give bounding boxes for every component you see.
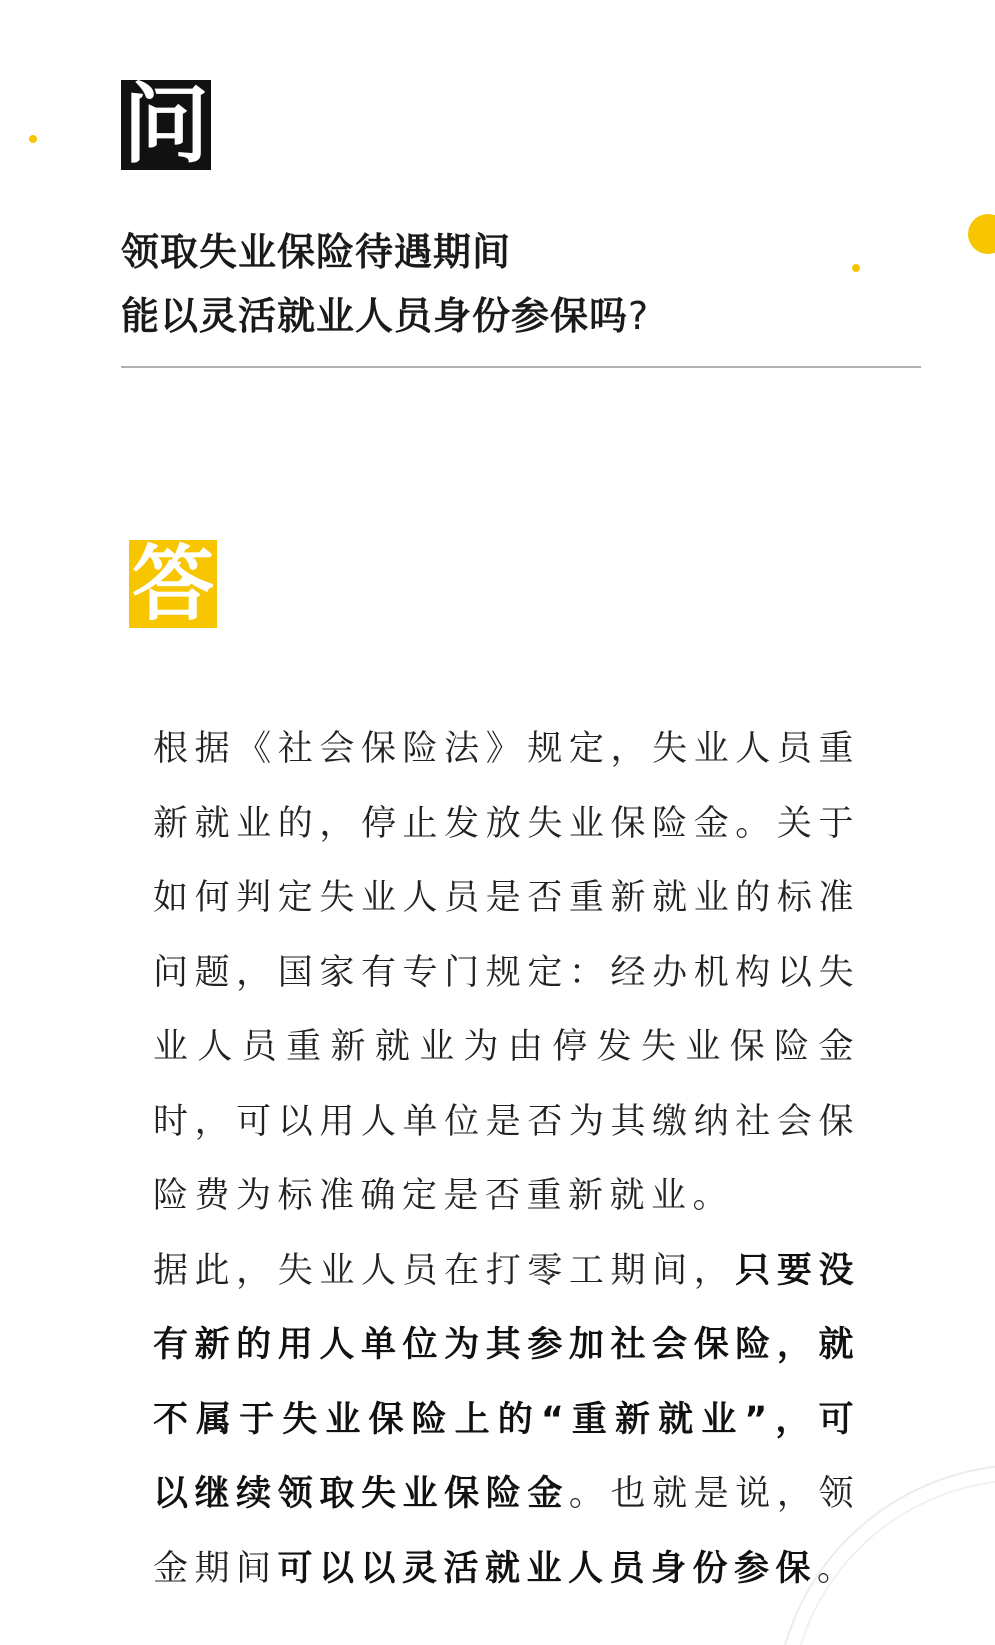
decor-arcs: [695, 1385, 995, 1645]
decor-dot-left: [29, 135, 37, 143]
answer-p2-middle: 。也就是说，领金期间: [153, 1474, 860, 1589]
question-line-1: 领取失业保险待遇期间: [121, 230, 512, 274]
question-line-2: [121, 284, 921, 348]
decor-dot-right-large: [968, 214, 995, 254]
answer-paragraph-1: 根据《社会保险法》规定，失业人员重新就业的，停止发放失业保险金。关于如何判定失业人员是否重新就业的标准问题，国家有专门规定：经办机构以失业人员重新就业为由停发失业保险金时，可以用人单位是否为其缴纳社会保险费为标准确定是否重新就业。: [153, 729, 860, 1216]
question-line-2-text: 能以灵活就业人员身份参保吗: [121, 294, 629, 338]
question-icon: 问: [123, 74, 209, 175]
question-title: [121, 220, 921, 348]
answer-p2-intro: 据此，失业人员在打零工期间，: [153, 1250, 736, 1291]
answer-p2-emphasis-1: 只要没有新的用人单位为其参加社会保险，就不属于失业保险上的“重新就业”，可以继续领取失业保险金: [153, 1250, 860, 1514]
answer-icon: 答: [129, 540, 217, 628]
answer-p2-end: 。: [817, 1548, 859, 1589]
question-mark: ?: [628, 294, 650, 338]
answer-p2-emphasis-2: 可以以灵活就业人员身份参保: [277, 1548, 818, 1589]
divider: [121, 366, 921, 368]
